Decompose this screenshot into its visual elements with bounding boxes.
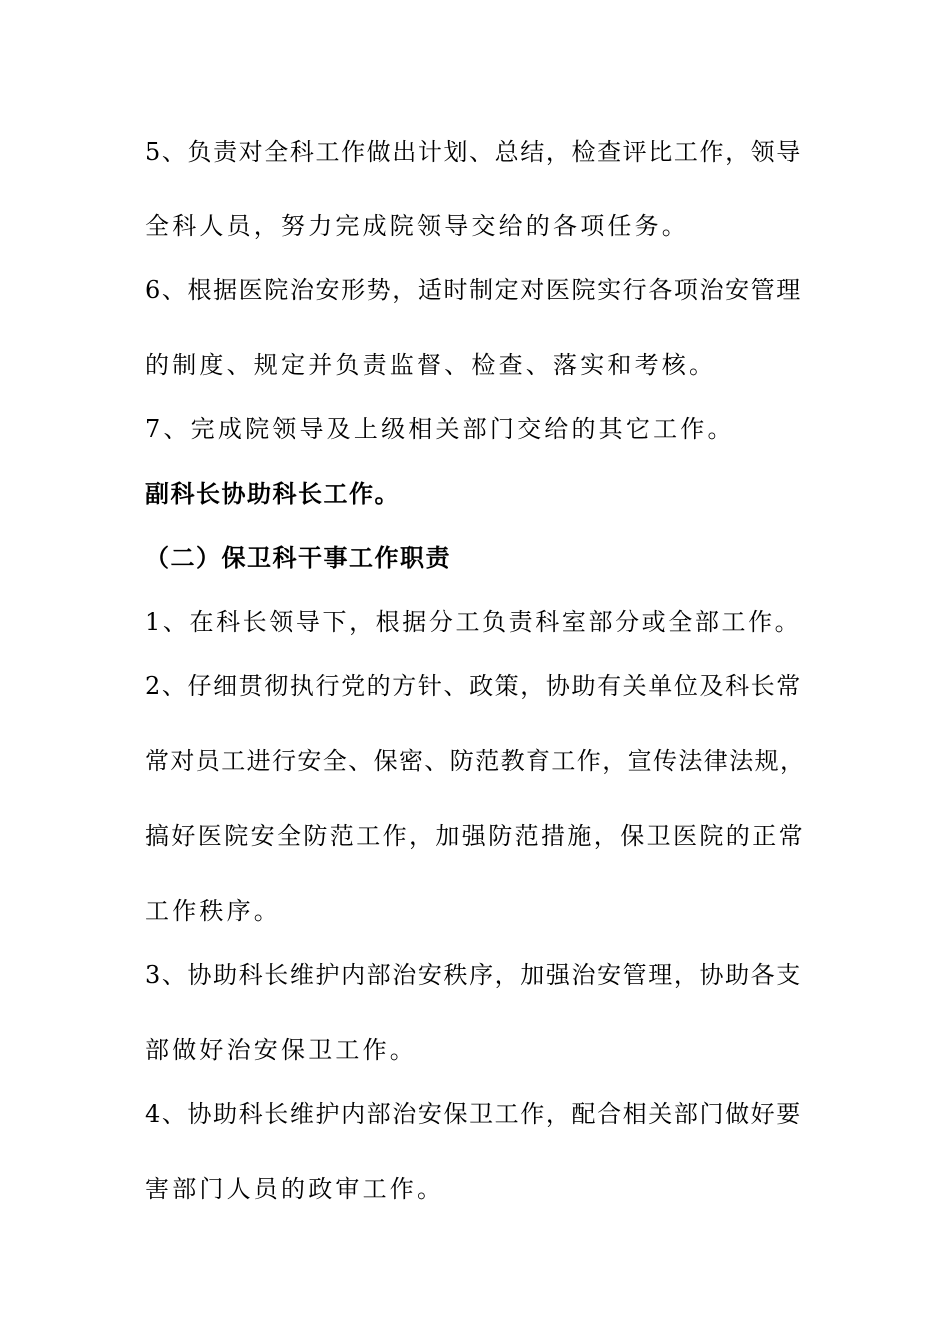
duty-2-line-3: 搞好医院安全防范工作，加强防范措施，保卫医院的正常 bbox=[145, 822, 805, 850]
duty-4-line-1: 4、协助科长维护内部治安保卫工作，配合相关部门做好要 bbox=[145, 1100, 802, 1128]
paragraph-5-line-1: 5、负责对全科工作做出计划、总结，检查评比工作，领导 bbox=[145, 138, 802, 166]
duty-4-line-2: 害部门人员的政审工作。 bbox=[145, 1175, 445, 1203]
paragraph-6-line-1: 6、根据医院治安形势，适时制定对医院实行各项治安管理 bbox=[145, 276, 802, 304]
duty-2-line-2: 常对员工进行安全、保密、防范教育工作，宣传法律法规， bbox=[145, 747, 806, 775]
paragraph-7: 7、完成院领导及上级相关部门交给的其它工作。 bbox=[145, 415, 735, 443]
paragraph-5-line-2: 全科人员，努力完成院领导交给的各项任务。 bbox=[145, 212, 689, 240]
section-heading-officer-duties: （二）保卫科干事工作职责 bbox=[145, 544, 451, 572]
deputy-chief-note: 副科长协助科长工作。 bbox=[145, 480, 400, 508]
paragraph-6-line-2: 的制度、规定并负责监督、检查、落实和考核。 bbox=[145, 351, 717, 379]
duty-3-line-2: 部做好治安保卫工作。 bbox=[145, 1036, 417, 1064]
duty-2-line-1: 2、仔细贯彻执行党的方针、政策，协助有关单位及科长常 bbox=[145, 672, 802, 700]
duty-2-line-4: 工作秩序。 bbox=[145, 897, 281, 925]
duty-1: 1、在科长领导下，根据分工负责科室部分或全部工作。 bbox=[145, 608, 802, 636]
duty-3-line-1: 3、协助科长维护内部治安秩序，加强治安管理，协助各支 bbox=[145, 961, 802, 989]
